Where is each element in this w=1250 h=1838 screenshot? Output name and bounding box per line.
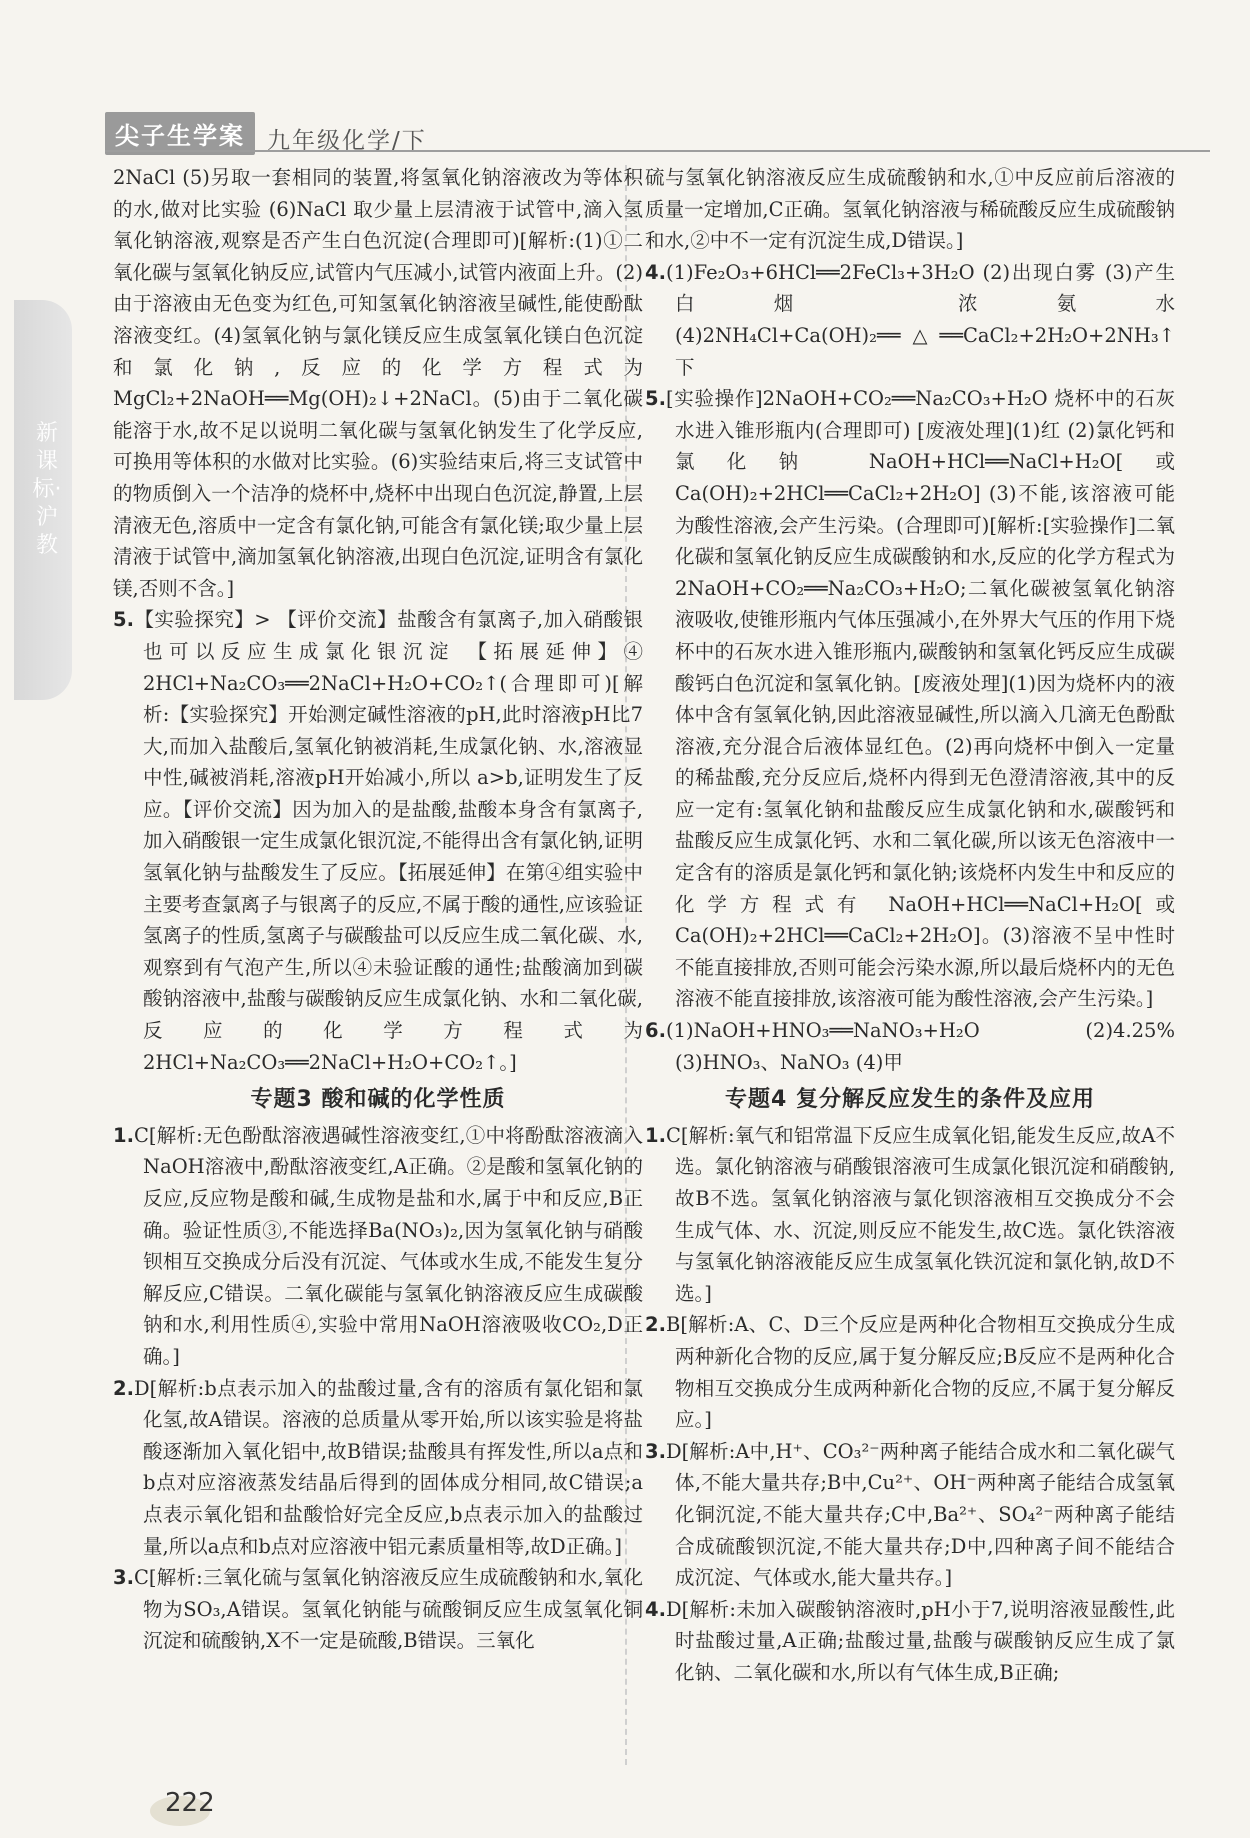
side-tab-label: 新课标·沪教 bbox=[32, 421, 62, 558]
item-text: C[解析:三氧化硫与氢氧化钠溶液反应生成硫酸钠和水,氧化物为SO₃,A错误。氢氧化钠能与硫酸铜反应生成氢氧化铜沉淀和硫酸钠,X不一定是硫酸,B错误。三氧化 bbox=[133, 1566, 643, 1653]
item-text: 【实验探究】> 【评价交流】盐酸含有氯离子,加入硝酸银也可以反应生成氯化银沉淀 【拓展延伸】④ 2HCl+Na₂CO₃══2NaCl+H₂O+CO₂↑(合理即可)[解析:【实验探究】开始测定碱性溶液的pH,此时溶液pH比7大,而加入盐酸后,氢氧化钠被消耗,生成氯化钠、水,溶液显中性,碱被消耗,溶液pH开始减小,所以 a>b,证明发生了反应。【评价交流】因为加入的是盐酸,盐酸本身含有氯离子,加入硝酸银一定生成氯化银沉淀,不能得出含有氯化钠,证明氢氧化钠与盐酸发生了反应。【拓展延伸】在第④组实验中主要考查氯离子与银离子的反应,不属于酸的通性,应该验证氢离子的性质,氢离子与碳酸盐可以反应生成二氧化碳、水,观察到有气泡产生,所以④未验证酸的通性;盐酸滴加到碳酸钠溶液中,盐酸与碳酸钠反应生成氯化钠、水和二氧化碳,反应的化学方程式为 2HCl+Na₂CO₃══2NaCl+H₂O+CO₂↑。] bbox=[133, 608, 643, 1074]
answer-item bbox=[113, 1120, 643, 1373]
item-text: D[解析:b点表示加入的盐酸过量,含有的溶质有氯化铝和氯化氢,故A错误。溶液的总质量从零开始,所以该实验是将盐酸逐渐加入氧化铝中,故B错误;盐酸具有挥发性,所以a点和b点对应溶液蒸发结晶后得到的固体成分相同,故C错误;a点表示氧化铝和盐酸恰好完全反应,b点表示加入的盐酸过量,所以a点和b点对应溶液中铝元素质量相等,故D正确。] bbox=[133, 1376, 643, 1558]
section-title: 专题4 复分解反应发生的条件及应用 bbox=[725, 1087, 1095, 1113]
answer-item bbox=[645, 257, 1175, 383]
answer-item bbox=[645, 1120, 1175, 1310]
answer-item bbox=[645, 1309, 1175, 1435]
answer-item bbox=[645, 1594, 1175, 1689]
item-text: B[解析:A、C、D三个反应是两种化合物相互交换成分生成两种新化合物的反应,属于复分解反应;B反应不是两种化合物相互交换成分生成两种新化合物的反应,不属于复分解反应。] bbox=[665, 1313, 1175, 1432]
item-number: 5. bbox=[113, 608, 134, 632]
item-number: 2. bbox=[645, 1313, 666, 1337]
answer-item bbox=[645, 1436, 1175, 1594]
item-text: (1)NaOH+HNO₃══NaNO₃+H₂O (2)4.25% (3)HNO₃、NaNO₃ (4)甲 bbox=[665, 1019, 1175, 1074]
answer-item bbox=[645, 383, 1175, 1015]
item-number: 5. bbox=[645, 387, 666, 411]
answer-item bbox=[113, 604, 643, 1078]
item-number: 6. bbox=[645, 1019, 666, 1043]
item-number: 2. bbox=[113, 1376, 134, 1400]
right-paragraph: 硫与氢氧化钠溶液反应生成硫酸钠和水,①中反应前后溶液的质量一定增加,C正确。氢氧化钠溶液与稀硫酸反应生成硫酸钠和水,②中不一定有沉淀生成,D错误。] bbox=[645, 166, 1175, 253]
item-text: C[解析:氧气和铝常温下反应生成氧化铝,能发生反应,故A不选。氯化钠溶液与硝酸银溶液可生成氯化银沉淀和硝酸钠,故B不选。氢氧化钠溶液与氯化钡溶液相互交换成分不会生成气体、水、沉淀,则反应不能发生,故C选。氯化铁溶液与氢氧化钠溶液能反应生成氢氧化铁沉淀和氯化钠,故D不选。] bbox=[665, 1123, 1175, 1305]
item-text: (1)Fe₂O₃+6HCl══2FeCl₃+3H₂O (2)出现白雾 (3)产生白烟 浓氨水 (4)2NH₄Cl+Ca(OH)₂══△══CaCl₂+2H₂O+2NH₃↑ 下 bbox=[665, 260, 1175, 379]
item-number: 4. bbox=[645, 1597, 666, 1621]
item-number: 1. bbox=[645, 1123, 666, 1147]
item-number: 3. bbox=[645, 1439, 666, 1463]
item-text: C[解析:无色酚酞溶液遇碱性溶液变红,①中将酚酞溶液滴入NaOH溶液中,酚酞溶液变红,A正确。②是酸和氢氧化钠的反应,反应物是酸和碱,生成物是盐和水,属于中和反应,B正确。验证性质③,不能选择Ba(NO₃)₂,因为氢氧化钠与硝酸钡相互交换成分后没有沉淀、气体或水生成,不能发生复分解反应,C错误。二氧化碳能与氢氧化钠溶液反应生成碳酸钠和水,利用性质④,实验中常用NaOH溶液吸收CO₂,D正确。] bbox=[133, 1123, 643, 1368]
header-rule bbox=[105, 150, 1210, 152]
left-paragraph: 2NaCl (5)另取一套相同的装置,将氢氧化钠溶液改为等体积的水,做对比实验 (6)NaCl 取少量上层清液于试管中,滴入氢氧化钠溶液,观察是否产生白色沉淀(合理即可)[解析:(1)①二氧化碳与氢氧化钠反应,试管内气压减小,试管内液面上升。(2)由于溶液由无色变为红色,可知氢氧化钠溶液呈碱性,能使酚酞溶液变红。(4)氢氧化钠与氯化镁反应生成氢氧化镁白色沉淀和氯化钠,反应的化学方程式为 MgCl₂+2NaOH══Mg(OH)₂↓+2NaCl。(5)由于二氧化碳能溶于水,故不足以说明二氧化碳与氢氧化钠发生了化学反应,可换用等体积的水做对比实验。(6)实验结束后,将三支试管中的物质倒入一个洁净的烧杯中,烧杯中出现白色沉淀,静置,上层清液无色,溶质中一定含有氯化钠,可能含有氯化镁;取少量上层清液于试管中,滴加氢氧化钠溶液,出现白色沉淀,证明含有氯化镁,否则不含。] bbox=[113, 166, 643, 600]
left-column bbox=[113, 162, 643, 1657]
page-number: 222 bbox=[165, 1788, 215, 1818]
answer-item bbox=[113, 1373, 643, 1563]
item-number: 4. bbox=[645, 260, 666, 284]
answer-item bbox=[645, 1015, 1175, 1078]
item-text: D[解析:A中,H⁺、CO₃²⁻两种离子能结合成水和二氧化碳气体,不能大量共存;B中,Cu²⁺、OH⁻两种离子能结合成氢氧化铜沉淀,不能大量共存;C中,Ba²⁺、SO₄²⁻两种离子能结合成硫酸钡沉淀,不能大量共存;D中,四种离子间不能结合成沉淀、气体或水,能大量共存。] bbox=[665, 1439, 1175, 1590]
item-number: 3. bbox=[113, 1566, 134, 1590]
answer-item bbox=[113, 1562, 643, 1657]
item-text: [实验操作]2NaOH+CO₂══Na₂CO₃+H₂O 烧杯中的石灰水进入锥形瓶内(合理即可) [废液处理](1)红 (2)氯化钙和氯化钠 NaOH+HCl══NaCl+H₂O[或Ca(OH)₂+2HCl══CaCl₂+2H₂O] (3)不能,该溶液可能为酸性溶液,会产生污染。(合理即可)[解析:[实验操作]二氧化碳和氢氧化钠反应生成碳酸钠和水,反应的化学方程式为 2NaOH+CO₂══Na₂CO₃+H₂O;二氧化碳被氢氧化钠溶液吸收,使锥形瓶内气体压强减小,在外界大气压的作用下烧杯中的石灰水进入锥形瓶内,碳酸钠和氢氧化钙反应生成碳酸钙白色沉淀和氢氧化钠。[废液处理](1)因为烧杯内的液体中含有氢氧化钠,因此溶液显碱性,所以滴入几滴无色酚酞溶液,充分混合后液体显红色。(2)再向烧杯中倒入一定量的稀盐酸,充分反应后,烧杯内得到无色澄清溶液,其中的反应一定有:氢氧化钠和盐酸反应生成氯化钠和水,碳酸钙和盐酸反应生成氯化钙、水和二氧化碳,所以该无色溶液中一定含有的溶质是氯化钙和氯化钠;该烧杯内发生中和反应的化学方程式有 NaOH+HCl══NaCl+H₂O[或 Ca(OH)₂+2HCl══CaCl₂+2H₂O]。(3)溶液不呈中性时不能直接排放,否则可能会污染水源,所以最后烧杯内的无色溶液不能直接排放,该溶液可能为酸性溶液,会产生污染。] bbox=[665, 387, 1175, 1011]
section-title: 专题3 酸和碱的化学性质 bbox=[250, 1087, 506, 1113]
item-text: D[解析:未加入碳酸钠溶液时,pH小于7,说明溶液显酸性,此时盐酸过量,A正确;盐酸过量,盐酸与碳酸钠反应生成了氯化钠、二氧化碳和水,所以有气体生成,B正确; bbox=[665, 1597, 1175, 1684]
right-column bbox=[645, 162, 1175, 1689]
item-number: 1. bbox=[113, 1123, 134, 1147]
page-header bbox=[105, 112, 427, 155]
book-brand: 尖子生学案 bbox=[105, 112, 255, 155]
book-subtitle: 九年级化学/下 bbox=[267, 128, 427, 154]
